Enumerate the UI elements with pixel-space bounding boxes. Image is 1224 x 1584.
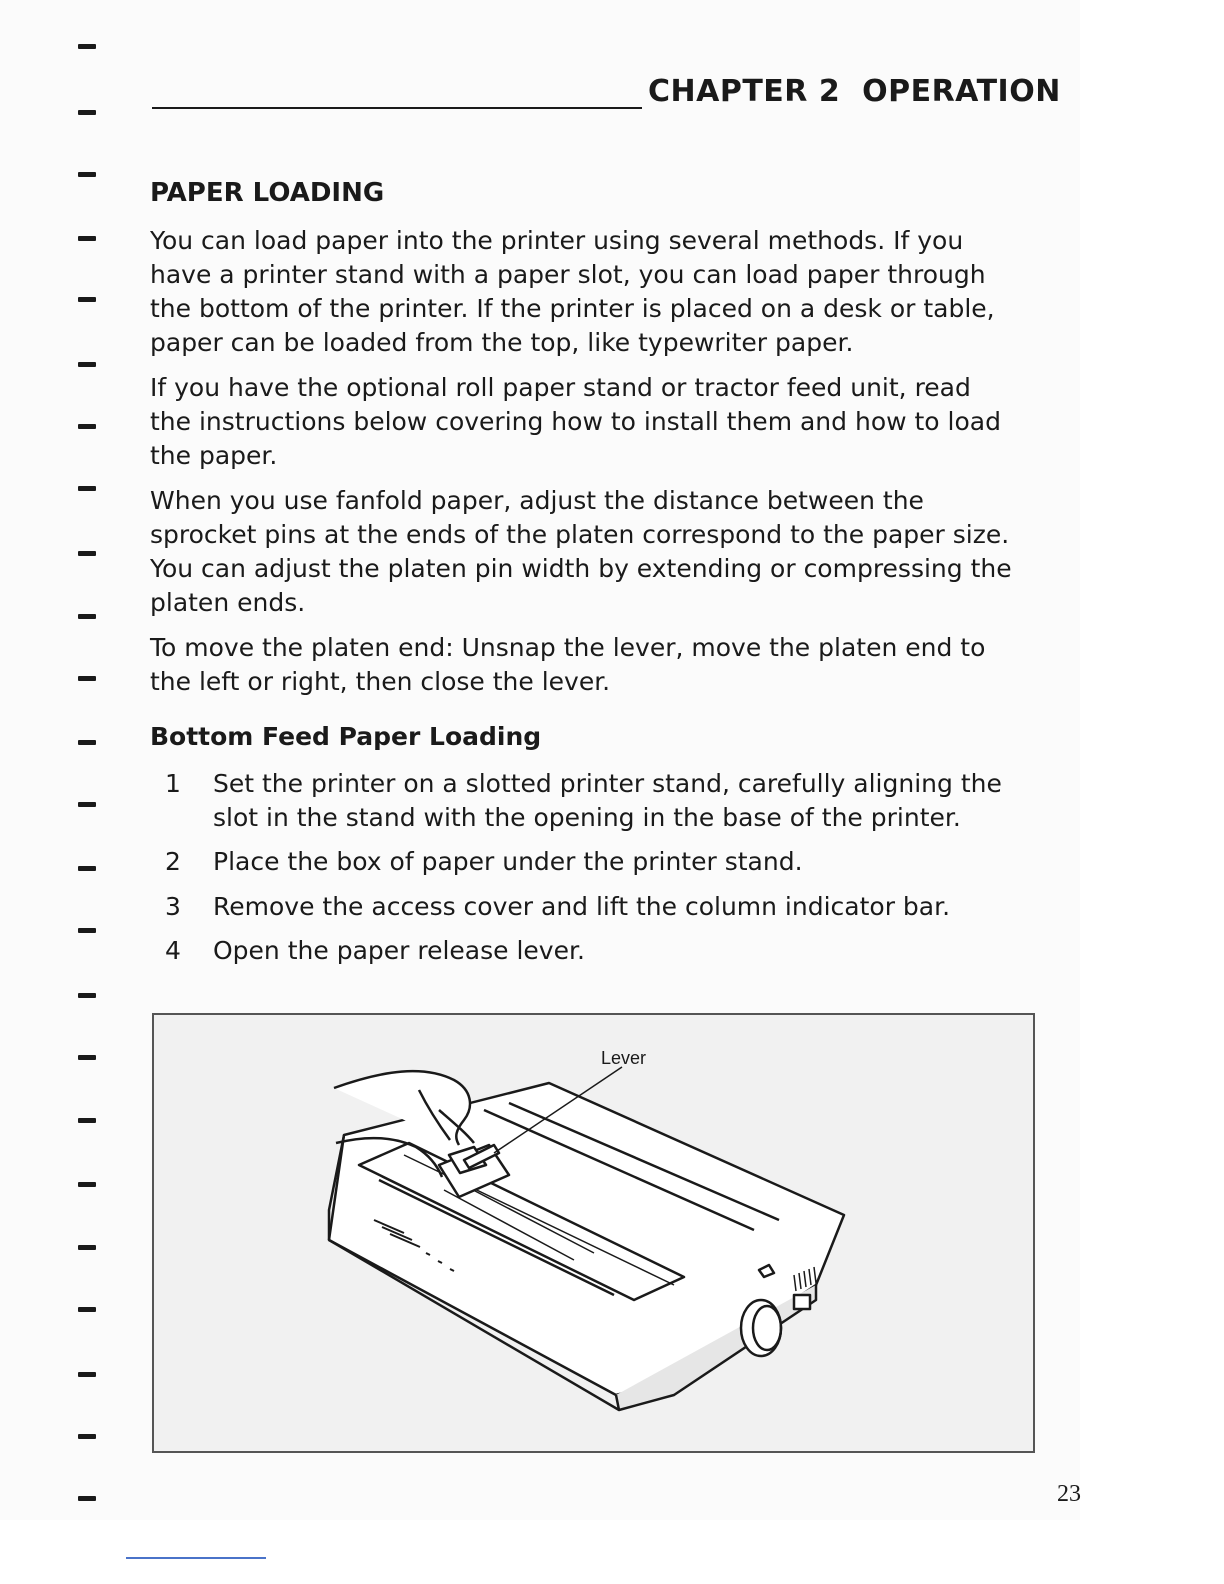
step-text: Place the box of paper under the printer stand. [213,847,803,876]
binding-mark [78,1307,96,1312]
paragraph-line: the instructions below covering how to install them and how to load [150,407,1001,436]
paragraph-methods [150,224,1050,360]
chapter-title: CHAPTER 2 OPERATION [648,74,1061,109]
paragraph-line: platen ends. [150,588,306,617]
footer-underline [126,1557,266,1559]
step-text: Open the paper release lever. [213,936,585,965]
paragraph-line: sprocket pins at the ends of the platen correspond to the paper size. [150,520,1010,549]
binding-mark [78,1182,96,1187]
binding-mark [78,1434,96,1439]
step-text [213,767,1043,835]
paragraph-line: When you use fanfold paper, adjust the distance between the [150,486,924,515]
binding-mark [78,297,96,302]
paragraph-fanfold [150,484,1050,620]
binding-mark [78,1245,96,1250]
lever-callout: Lever [601,1048,647,1068]
binding-mark [78,1118,96,1123]
step-number: 2 [165,847,181,876]
binding-mark [78,44,96,49]
page-number: 23 [1057,1481,1081,1507]
step-number: 3 [165,892,181,921]
paragraph-line: You can load paper into the printer using several methods. If you [150,226,964,255]
binding-mark [78,802,96,807]
section-title: PAPER LOADING [150,178,385,208]
binding-mark [78,172,96,177]
binding-mark [78,928,96,933]
paragraph-platen-end [150,631,1050,699]
binding-mark [78,110,96,115]
binding-mark [78,676,96,681]
paragraph-line: To move the platen end: Unsnap the lever, move the platen end to [150,633,986,662]
binding-mark [78,486,96,491]
paragraph-line: have a printer stand with a paper slot, you can load paper through [150,260,986,289]
binding-mark [78,362,96,367]
printer-drawing [154,1015,1033,1451]
binding-mark [78,740,96,745]
paragraph-line: the left or right, then close the lever. [150,667,611,696]
step-text: Remove the access cover and lift the column indicator bar. [213,892,951,921]
paragraph-line: the bottom of the printer. If the printer is placed on a desk or table, [150,294,995,323]
header-rule [152,107,642,109]
binding-mark [78,236,96,241]
binding-mark [78,1496,96,1501]
binding-mark [78,1055,96,1060]
subsection-title: Bottom Feed Paper Loading [150,722,542,751]
step-number: 1 [165,769,181,798]
paragraph-line: You can adjust the platen pin width by extending or compressing the [150,554,1012,583]
step-line: slot in the stand with the opening in the base of the printer. [213,803,961,832]
paragraph-line: paper can be loaded from the top, like typewriter paper. [150,328,854,357]
step-line: Set the printer on a slotted printer stand, carefully aligning the [213,769,1002,798]
binding-mark [78,1372,96,1377]
paragraph-line: If you have the optional roll paper stand or tractor feed unit, read [150,373,971,402]
printer-illustration [152,1013,1035,1453]
binding-mark [78,424,96,429]
paragraph-optional-stand [150,371,1050,473]
step-number: 4 [165,936,181,965]
paragraph-line: the paper. [150,441,278,470]
binding-mark [78,993,96,998]
binding-mark [78,614,96,619]
binding-mark [78,551,96,556]
binding-mark [78,866,96,871]
